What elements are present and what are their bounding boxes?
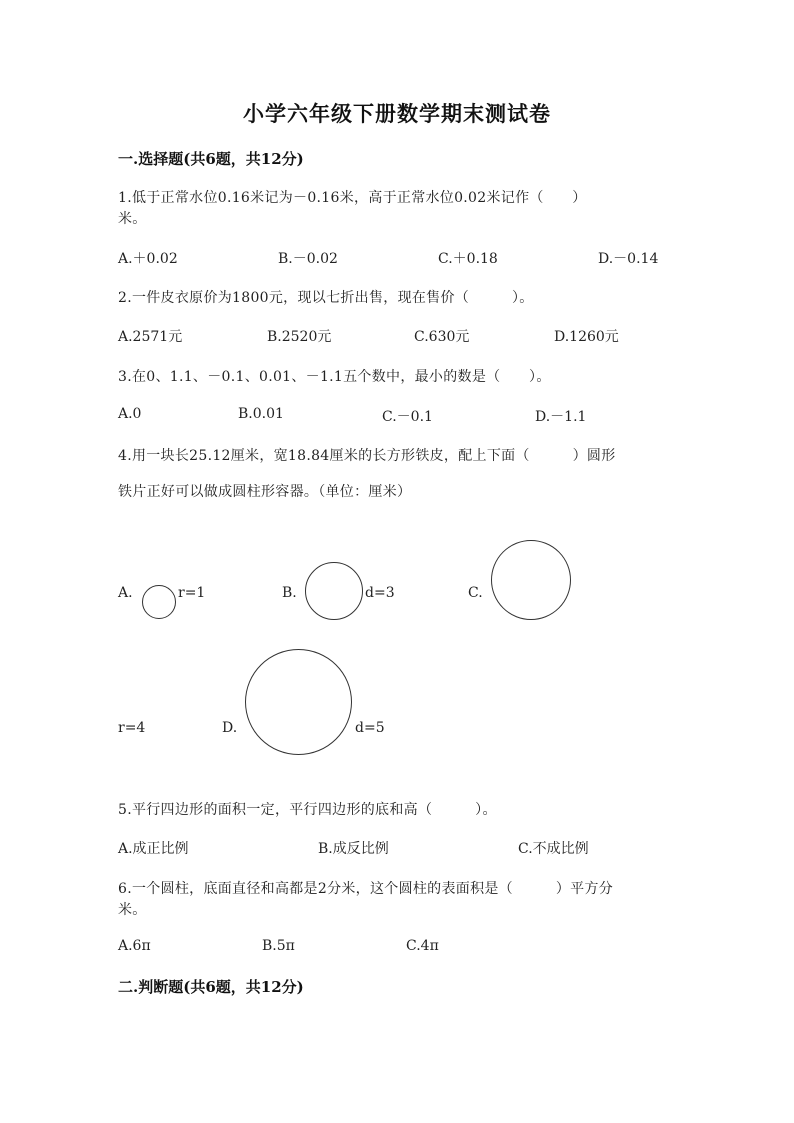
question-4-option-b-label[interactable]: B. (282, 585, 297, 601)
question-1-line-2: 米。 (118, 211, 147, 227)
question-3-option-b[interactable]: B.0.01 (238, 406, 284, 422)
question-4-line-1: 4.用一块长25.12厘米，宽18.84厘米的长方形铁皮，配上下面（ ）圆形 (118, 448, 616, 464)
question-1-option-d[interactable]: D.－0.14 (598, 251, 659, 267)
section-heading-judgement: 二.判断题(共6题，共12分) (118, 978, 304, 996)
question-5-option-b[interactable]: B.成反比例 (318, 841, 389, 857)
question-2-option-d[interactable]: D.1260元 (554, 329, 619, 345)
circle-d3-figure (305, 562, 363, 620)
question-2-option-b[interactable]: B.2520元 (267, 329, 332, 345)
question-4-option-a-note: r=1 (178, 585, 206, 601)
question-6-option-c[interactable]: C.4π (406, 938, 439, 954)
question-4-option-d-note: d=5 (355, 720, 385, 736)
page-title: 小学六年级下册数学期末测试卷 (243, 101, 551, 126)
circle-d5-figure (245, 649, 352, 755)
question-3-option-c[interactable]: C.－0.1 (382, 409, 433, 425)
question-6-option-a[interactable]: A.6π (118, 938, 151, 954)
question-6-option-b[interactable]: B.5π (262, 938, 295, 954)
question-1-option-c[interactable]: C.＋0.18 (438, 251, 498, 267)
question-5-option-c[interactable]: C.不成比例 (518, 841, 589, 857)
question-1-line-1: 1.低于正常水位0.16米记为－0.16米，高于正常水位0.02米记作（ ） (118, 190, 587, 206)
question-4-option-d-label[interactable]: D. (222, 720, 238, 736)
question-4-option-c-note: r=4 (118, 720, 146, 736)
question-1-option-a[interactable]: A.＋0.02 (118, 251, 178, 267)
question-3-option-d[interactable]: D.－1.1 (535, 409, 587, 425)
circle-r4-figure (491, 540, 571, 620)
question-3-text: 3.在0、1.1、－0.1、0.01、－1.1五个数中，最小的数是（ ）。 (118, 369, 551, 385)
question-2-option-c[interactable]: C.630元 (414, 329, 470, 345)
question-6-line-2: 米。 (118, 902, 147, 918)
question-5-option-a[interactable]: A.成正比例 (118, 841, 189, 857)
section-heading-choice: 一.选择题(共6题，共12分) (118, 150, 304, 168)
question-2-text: 2.一件皮衣原价为1800元，现以七折出售，现在售价（ ）。 (118, 290, 534, 306)
question-1-option-b[interactable]: B.－0.02 (278, 251, 338, 267)
question-5-text: 5.平行四边形的面积一定，平行四边形的底和高（ ）。 (118, 802, 497, 818)
question-6-line-1: 6.一个圆柱，底面直径和高都是2分米，这个圆柱的表面积是（ ）平方分 (118, 881, 614, 897)
question-4-option-c-label[interactable]: C. (468, 585, 483, 601)
question-2-option-a[interactable]: A.2571元 (118, 329, 183, 345)
question-4-option-a-label[interactable]: A. (118, 585, 133, 601)
question-4-line-2: 铁片正好可以做成圆柱形容器。（单位：厘米） (118, 484, 412, 500)
question-3-option-a[interactable]: A.0 (118, 406, 142, 422)
question-4-option-b-note: d=3 (365, 585, 395, 601)
circle-r1-figure (142, 585, 176, 619)
